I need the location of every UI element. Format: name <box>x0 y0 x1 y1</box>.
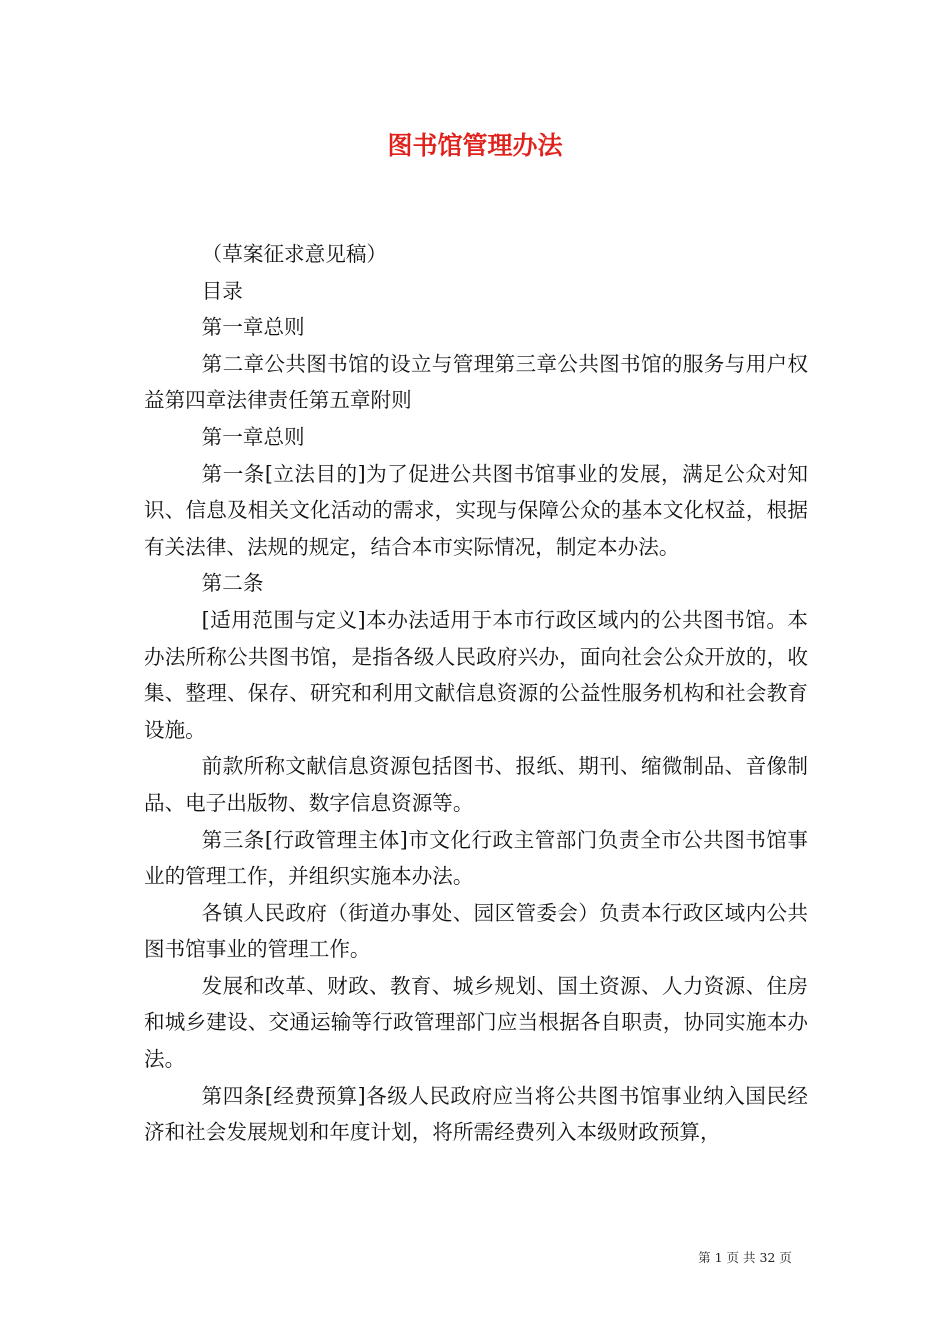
paragraph-article-3-departments: 发展和改革、财政、教育、城乡规划、国土资源、人力资源、住房和城乡建设、交通运输等行政管理部门应当根据各自职责，协同实施本办法。 <box>144 973 808 1072</box>
paragraph-toc-chapter-1: 第一章总则 <box>201 315 305 340</box>
paragraph-article-2-scope: [适用范围与定义]本办法适用于本市行政区域内的公共图书馆。本办法所称公共图书馆，是指各级人民政府兴办，面向社会公众开放的，收集、整理、保存、研究和利用文献信息资源的公益性服务机构和社会教育设施。 <box>144 607 808 742</box>
paragraph-article-2-heading: 第二条 <box>201 571 264 596</box>
paragraph-article-2-resources: 前款所称文献信息资源包括图书、报纸、期刊、缩微制品、音像制品、电子出版物、数字信息资源等。 <box>144 754 808 815</box>
paragraph-draft-note: （草案征求意见稿） <box>201 242 388 266</box>
paragraph-toc-chapters-2-5: 第二章公共图书馆的设立与管理第三章公共图书馆的服务与用户权益第四章法律责任第五章附则 <box>144 351 808 413</box>
document-title: 图书馆管理办法 <box>387 131 563 160</box>
paragraph-toc-heading: 目录 <box>201 278 243 303</box>
document-body <box>144 236 808 1151</box>
paragraph-article-4: 第四条[经费预算]各级人民政府应当将公共图书馆事业纳入国民经济和社会发展规划和年度计划，将所需经费列入本级财政预算， <box>144 1083 808 1145</box>
page-number-footer: 第 1 页 共 32 页 <box>698 1250 792 1265</box>
paragraph-article-3-towns: 各镇人民政府（街道办事处、园区管委会）负责本行政区域内公共图书馆事业的管理工作。 <box>144 900 808 962</box>
paragraph-chapter-1-heading: 第一章总则 <box>201 424 305 449</box>
paragraph-article-3: 第三条[行政管理主体]市文化行政主管部门负责全市公共图书馆事业的管理工作，并组织实施本办法。 <box>144 827 808 889</box>
paragraph-article-1: 第一条[立法目的]为了促进公共图书馆事业的发展，满足公众对知识、信息及相关文化活动的需求，实现与保障公众的基本文化权益，根据有关法律、法规的规定，结合本市实际情况，制定本办法。 <box>144 461 808 559</box>
